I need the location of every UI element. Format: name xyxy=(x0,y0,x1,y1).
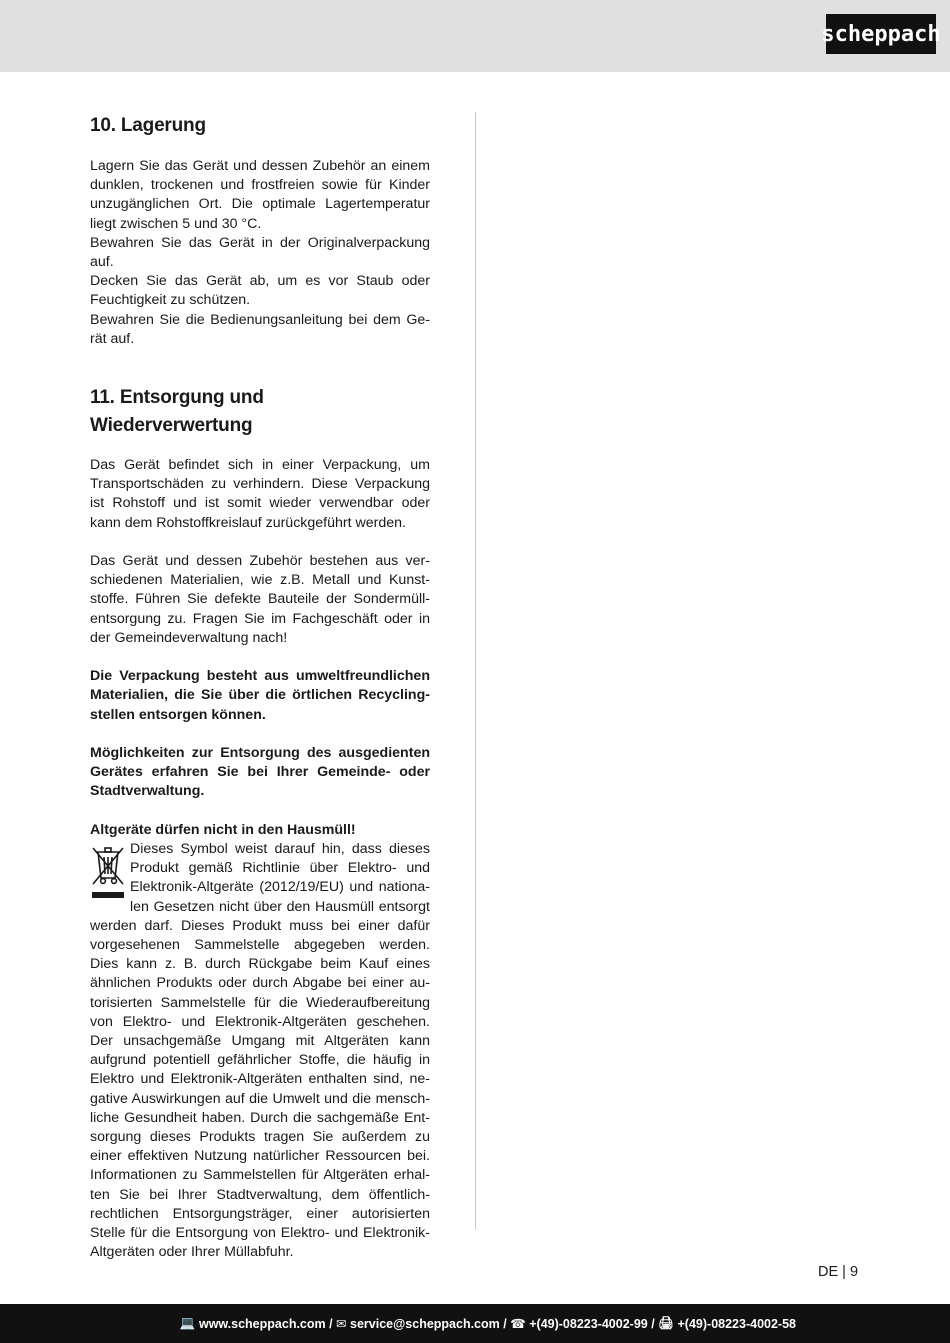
section-11-heading: 11. Entsorgung und Wiederverwertung xyxy=(90,387,264,437)
household-waste-warning: Altgeräte dürfen nicht in den Hausmüll! xyxy=(90,821,356,838)
phone-icon: ☎ xyxy=(510,1317,530,1331)
section-11-paragraph: Das Gerät und dessen Zubehör bestehen aus verschiedenen Materialien, wie z.B. Metall und Kunststoffe. Führen Sie defekte Bauteile der Sondermüllentsorgung zu. Fragen Sie im Fachgeschäft oder in der Gemeindeverwaltung nach! xyxy=(90,553,430,646)
footer-contact-bar: 💻 www.scheppach.com / ✉ service@scheppach.com / ☎ +(49)-08223-4002-99 / 🖨 +(49)-08223-4002-58 xyxy=(0,1304,950,1343)
email-link[interactable]: service@scheppach.com xyxy=(350,1316,500,1331)
section-10-paragraph: Bewahren Sie das Gerät in der Originalverpackung auf. xyxy=(90,234,430,271)
phone-number: +(49)-08223-4002-99 xyxy=(529,1316,648,1331)
weee-paragraph: Dieses Symbol weist darauf hin, dass dieses Produkt gemäß Richtlinie über Elektro- und Elektronik-Altgeräte (2012/19/EU) und nationalen Gesetzen nicht über den Hausmüll entsorgt werden darf. Dieses Produkt muss bei einer dafür vorgesehenen Sammelstelle abgegeben werden. Dies kann z. B. durch Rückgabe beim Kauf eines ähnlichen Produkts oder durch Abgabe bei einer autorisierten Sammelstelle für die Wiederaufbereitung von Elektro- und Elektronik-Altgeräten geschehen. Der unsachgemäße Umgang mit Altgeräten kann aufgrund potentiell gefährlicher Stoffe, die häufig in Elektro und Elektronik-Altgeräten enthalten sind, negative Auswirkungen auf die Umwelt und die menschliche Gesundheit haben. Durch die sachgemäße Entsorgung dieses Produkts tragen Sie außerdem zu einer effektiven Nutzung natürlicher Ressourcen bei. Informationen zu Sammelstellen für Altgeräten erhalten Sie bei Ihrer Stadtverwaltung, dem öffentlichrechtlichen Entsorgungsträger, einer autorisierten Stelle für die Entsorgung von Elektro- und Elektronik-Altgeräten oder Ihrer Müllabfuhr. xyxy=(90,841,430,1261)
disposal-note: Möglichkeiten zur Entsorgung des ausgedienten Gerätes erfahren Sie bei Ihrer Gemeinde- oder Stadtverwaltung. xyxy=(90,745,430,800)
packaging-note: Die Verpackung besteht aus umweltfreundlichen Materialien, die Sie über die örtlichen Recyclingstellen entsorgen können. xyxy=(90,668,430,723)
envelope-icon: ✉ xyxy=(336,1317,350,1331)
crossed-out-bin-icon xyxy=(90,842,126,904)
weee-block xyxy=(90,840,430,1262)
computer-icon: 💻 xyxy=(179,1316,199,1330)
page-number: DE | 9 xyxy=(818,1264,859,1280)
language-code: DE xyxy=(818,1264,839,1280)
main-column xyxy=(90,112,430,1263)
website-link[interactable]: www.scheppach.com xyxy=(198,1316,326,1331)
section-10-paragraph: Decken Sie das Gerät ab, um es vor Staub oder Feuchtigkeit zu schützen. xyxy=(90,273,430,309)
section-11-paragraph: Das Gerät befindet sich in einer Verpackung, um Transportschäden zu verhindern. Diese Verpackung ist Rohstoff und ist somit wieder verwendbar oder kann dem Rohstoffkreislauf zurückgeführt werden. xyxy=(90,457,430,531)
section-10-heading: 10. Lagerung xyxy=(90,115,206,136)
column-divider xyxy=(475,112,476,1230)
page-number-value: 9 xyxy=(849,1264,859,1280)
section-10-paragraph: Bewahren Sie die Bedienungsanleitung bei dem Gerät auf. xyxy=(90,311,430,347)
scheppach-logo: scheppach xyxy=(826,14,936,54)
fax-number: +(49)-08223-4002-58 xyxy=(677,1316,796,1331)
section-10-paragraph: Lagern Sie das Gerät und dessen Zubehör an einem dunklen, trockenen und frostfreien sowie für Kinder unzugänglichen Ort. Die optimale Lagertemperatur liegt zwischen 5 und 30 °C. xyxy=(90,158,430,232)
header-band xyxy=(0,0,950,72)
fax-icon: 🖨 xyxy=(658,1316,678,1330)
